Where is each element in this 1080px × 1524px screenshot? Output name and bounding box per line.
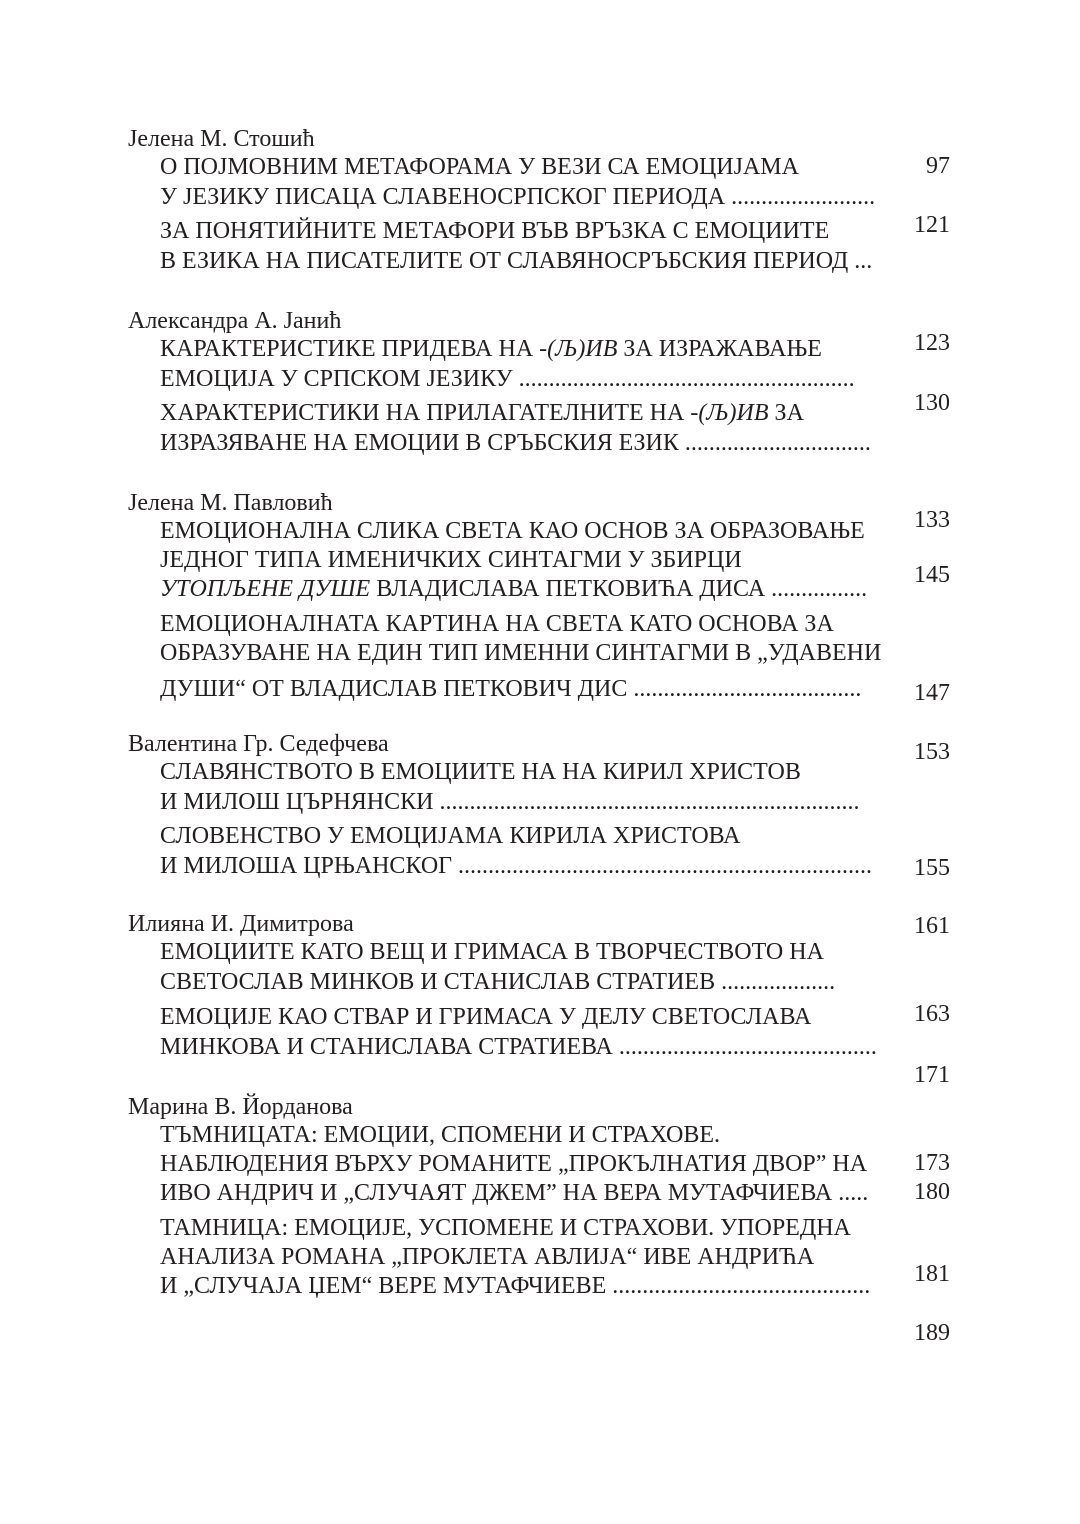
toc-title-line: КАРАКТЕРИСТИКЕ ПРИДЕВА НА -(Љ)ИВ ЗА ИЗРАЖАВАЊЕ bbox=[160, 336, 822, 362]
toc-title-line: ДУШИ“ ОТ ВЛАДИСЛАВ ПЕТКОВИЧ ДИС ...................................... bbox=[160, 676, 862, 702]
page-number: 173 bbox=[914, 1150, 950, 1176]
toc-title-line: О ПОЈМОВНИМ МЕТАФОРАМА У ВЕЗИ СА ЕМОЦИЈАМА bbox=[160, 154, 799, 180]
toc-title-line: ЈЕДНОГ ТИПА ИМЕНИЧКИХ СИНТАГМИ У ЗБИРЦИ bbox=[160, 547, 742, 573]
page-number: 130 bbox=[914, 390, 950, 416]
toc-title-line: ЕМОЦИЈА У СРПСКОМ ЈЕЗИКУ ........................................................ bbox=[160, 366, 855, 392]
toc-title-line: СЛОВЕНСТВО У ЕМОЦИЈАМА КИРИЛА ХРИСТОВА bbox=[160, 823, 741, 849]
toc-title-line: ТАМНИЦА: ЕМОЦИЈЕ, УСПОМЕНЕ И СТРАХОВИ. УПОРЕДНА bbox=[160, 1215, 851, 1241]
page-number: 189 bbox=[914, 1320, 950, 1346]
page-number: 133 bbox=[914, 507, 950, 533]
toc-title-line: ЗА ПОНЯТИЙНИТЕ МЕТАФОРИ ВЪВ ВРЪЗКА С ЕМОЦИИТЕ bbox=[160, 218, 830, 244]
toc-title-line: ИВО АНДРИЧ И „СЛУЧАЯТ ДЖЕМ” НА ВЕРА МУТАФЧИЕВА ..... bbox=[160, 1180, 869, 1206]
page-number: 97 bbox=[926, 153, 950, 179]
toc-title-line: МИНКОВА И СТАНИСЛАВА СТРАТИЕВА ........................................... bbox=[160, 1034, 877, 1060]
author-yordanova: Марина В. Йорданова bbox=[128, 1094, 353, 1120]
page-number: 180 bbox=[914, 1179, 950, 1205]
toc-title-line: И „СЛУЧАЈА ЏЕМ“ ВЕРЕ МУТАФЧИЕВЕ ........................................... bbox=[160, 1273, 871, 1299]
author-pavlovic: Јелена М. Павловић bbox=[128, 490, 333, 516]
toc-title-line: И МИЛОШ ЦЪРНЯНСКИ ...................................................................... bbox=[160, 789, 860, 815]
toc-title-line: УТОПЉЕНЕ ДУШЕ ВЛАДИСЛАВА ПЕТКОВИЋА ДИСА ................ bbox=[160, 576, 868, 602]
toc-title-line: ЕМОЦИОНАЛНА СЛИКА СВЕТА КАО ОСНОВ ЗА ОБРАЗОВАЊЕ bbox=[160, 518, 865, 544]
page-number: 155 bbox=[914, 855, 950, 881]
toc-title-line: И МИЛОША ЦРЊАНСКОГ ..................................................................... bbox=[160, 853, 873, 879]
toc-title-line: ТЪМНИЦАТА: ЕМОЦИИ, СПОМЕНИ И СТРАХОВЕ. bbox=[160, 1122, 721, 1148]
page-number: 171 bbox=[914, 1062, 950, 1088]
author-janic: Александра А. Јанић bbox=[128, 308, 342, 334]
toc-title-line: СВЕТОСЛАВ МИНКОВ И СТАНИСЛАВ СТРАТИЕВ ................... bbox=[160, 969, 836, 995]
page-number: 147 bbox=[914, 680, 950, 706]
page-number: 161 bbox=[914, 913, 950, 939]
author-stosic: Јелена М. Стошић bbox=[128, 126, 315, 152]
toc-title-line: ЕМОЦИЈЕ КАО СТВАР И ГРИМАСА У ДЕЛУ СВЕТОСЛАВА bbox=[160, 1004, 812, 1030]
page-number: 145 bbox=[914, 562, 950, 588]
toc-title-line: СЛАВЯНСТВОТО В ЕМОЦИИТЕ НА НА КИРИЛ ХРИСТОВ bbox=[160, 759, 801, 785]
page-number: 153 bbox=[914, 739, 950, 765]
page-number: 121 bbox=[914, 212, 950, 238]
author-dimitrova: Илияна И. Димитрова bbox=[128, 911, 354, 937]
author-sedefcheva: Валентина Гр. Седефчева bbox=[128, 731, 389, 757]
toc-title-line: ИЗРАЗЯВАНЕ НА ЕМОЦИИ В СРЪБСКИЯ ЕЗИК ............................... bbox=[160, 430, 871, 456]
toc-title-line: ЕМОЦИОНАЛНАТА КАРТИНА НА СВЕТА КАТО ОСНОВА ЗА bbox=[160, 611, 834, 637]
page-number: 181 bbox=[914, 1261, 950, 1287]
page-number: 163 bbox=[914, 1001, 950, 1027]
toc-title-line: В ЕЗИКА НА ПИСАТЕЛИТЕ ОТ СЛАВЯНОСРЪБСКИЯ ПЕРИОД ... bbox=[160, 248, 873, 274]
toc-title-line: АНАЛИЗА РОМАНА „ПРОКЛЕТА АВЛИЈА“ ИВЕ АНДРИЋА bbox=[160, 1244, 815, 1270]
toc-title-line: У ЈЕЗИКУ ПИСАЦА СЛАВЕНОСРПСКОГ ПЕРИОДА ........................ bbox=[160, 184, 876, 210]
toc-title-line: ХАРАКТЕРИСТИКИ НА ПРИЛАГАТЕЛНИТЕ НА -(Љ)ИВ ЗА bbox=[160, 400, 804, 426]
toc-title-line: НАБЛЮДЕНИЯ ВЪРХУ РОМАНИТЕ „ПРОКЪЛНАТИЯ ДВОР” НА bbox=[160, 1151, 868, 1177]
toc-title-line: ОБРАЗУВАНЕ НА ЕДИН ТИП ИМЕННИ СИНТАГМИ В „УДАВЕНИ bbox=[160, 640, 882, 666]
toc-title-line: ЕМОЦИИТЕ КАТО ВЕЩ И ГРИМАСА В ТВОРЧЕСТВОТО НА bbox=[160, 939, 824, 965]
page-number: 123 bbox=[914, 330, 950, 356]
